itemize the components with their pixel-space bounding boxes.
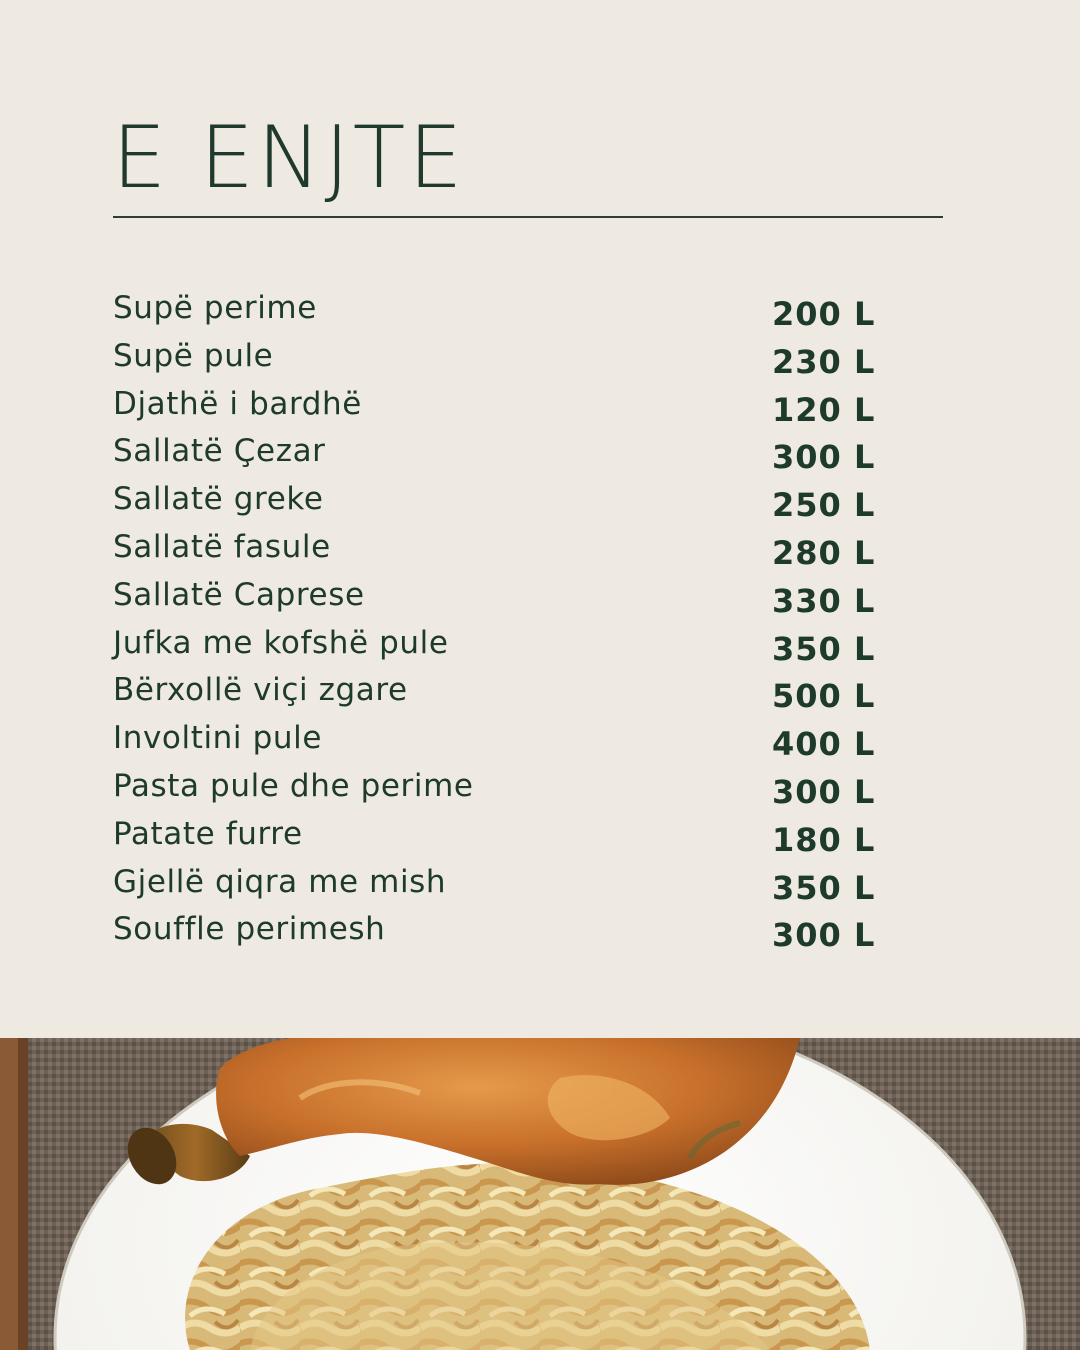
item-price: 350 L <box>772 868 876 907</box>
item-name: Patate furre <box>113 815 303 852</box>
item-price: 300 L <box>772 438 876 477</box>
menu-item <box>113 332 903 380</box>
menu-item <box>113 427 903 475</box>
item-price: 230 L <box>772 342 876 381</box>
item-price: 250 L <box>772 486 876 525</box>
menu-item <box>113 666 903 714</box>
menu-item <box>113 905 903 953</box>
menu-item <box>113 762 903 810</box>
item-price: 300 L <box>772 916 876 955</box>
item-name: Jufka me kofshë pule <box>113 624 449 661</box>
item-price: 350 L <box>772 629 876 668</box>
item-price: 400 L <box>772 725 876 764</box>
menu-item <box>113 619 903 667</box>
item-price: 300 L <box>772 772 876 811</box>
item-price: 330 L <box>772 581 876 620</box>
item-price: 280 L <box>772 533 876 572</box>
item-name: Involtini pule <box>113 720 323 757</box>
menu-list <box>113 284 903 953</box>
menu-item <box>113 475 903 523</box>
menu-item <box>113 284 903 332</box>
title-divider <box>113 216 943 218</box>
item-name: Sallatë fasule <box>113 528 331 565</box>
menu-item <box>113 714 903 762</box>
food-photo <box>0 1038 1080 1350</box>
menu-item <box>113 523 903 571</box>
item-name: Sallatë Caprese <box>113 576 365 613</box>
menu-item <box>113 380 903 428</box>
item-price: 500 L <box>772 677 876 716</box>
menu-item <box>113 858 903 906</box>
item-name: Bërxollë viçi zgare <box>113 672 408 709</box>
item-name: Pasta pule dhe perime <box>113 767 474 804</box>
item-name: Sallatë Çezar <box>113 433 326 470</box>
item-name: Souffle perimesh <box>113 911 386 948</box>
item-name: Supë perime <box>113 290 317 326</box>
menu-item <box>113 571 903 619</box>
item-name: Djathë i bardhë <box>113 385 362 422</box>
item-name: Gjellë qiqra me mish <box>113 863 447 900</box>
item-price: 120 L <box>772 390 876 429</box>
item-price: 200 L <box>772 295 876 333</box>
item-name: Supë pule <box>113 337 274 374</box>
item-name: Sallatë greke <box>113 481 324 518</box>
menu-item <box>113 810 903 858</box>
day-title: E ENJTE <box>112 108 466 208</box>
item-price: 180 L <box>772 820 876 859</box>
